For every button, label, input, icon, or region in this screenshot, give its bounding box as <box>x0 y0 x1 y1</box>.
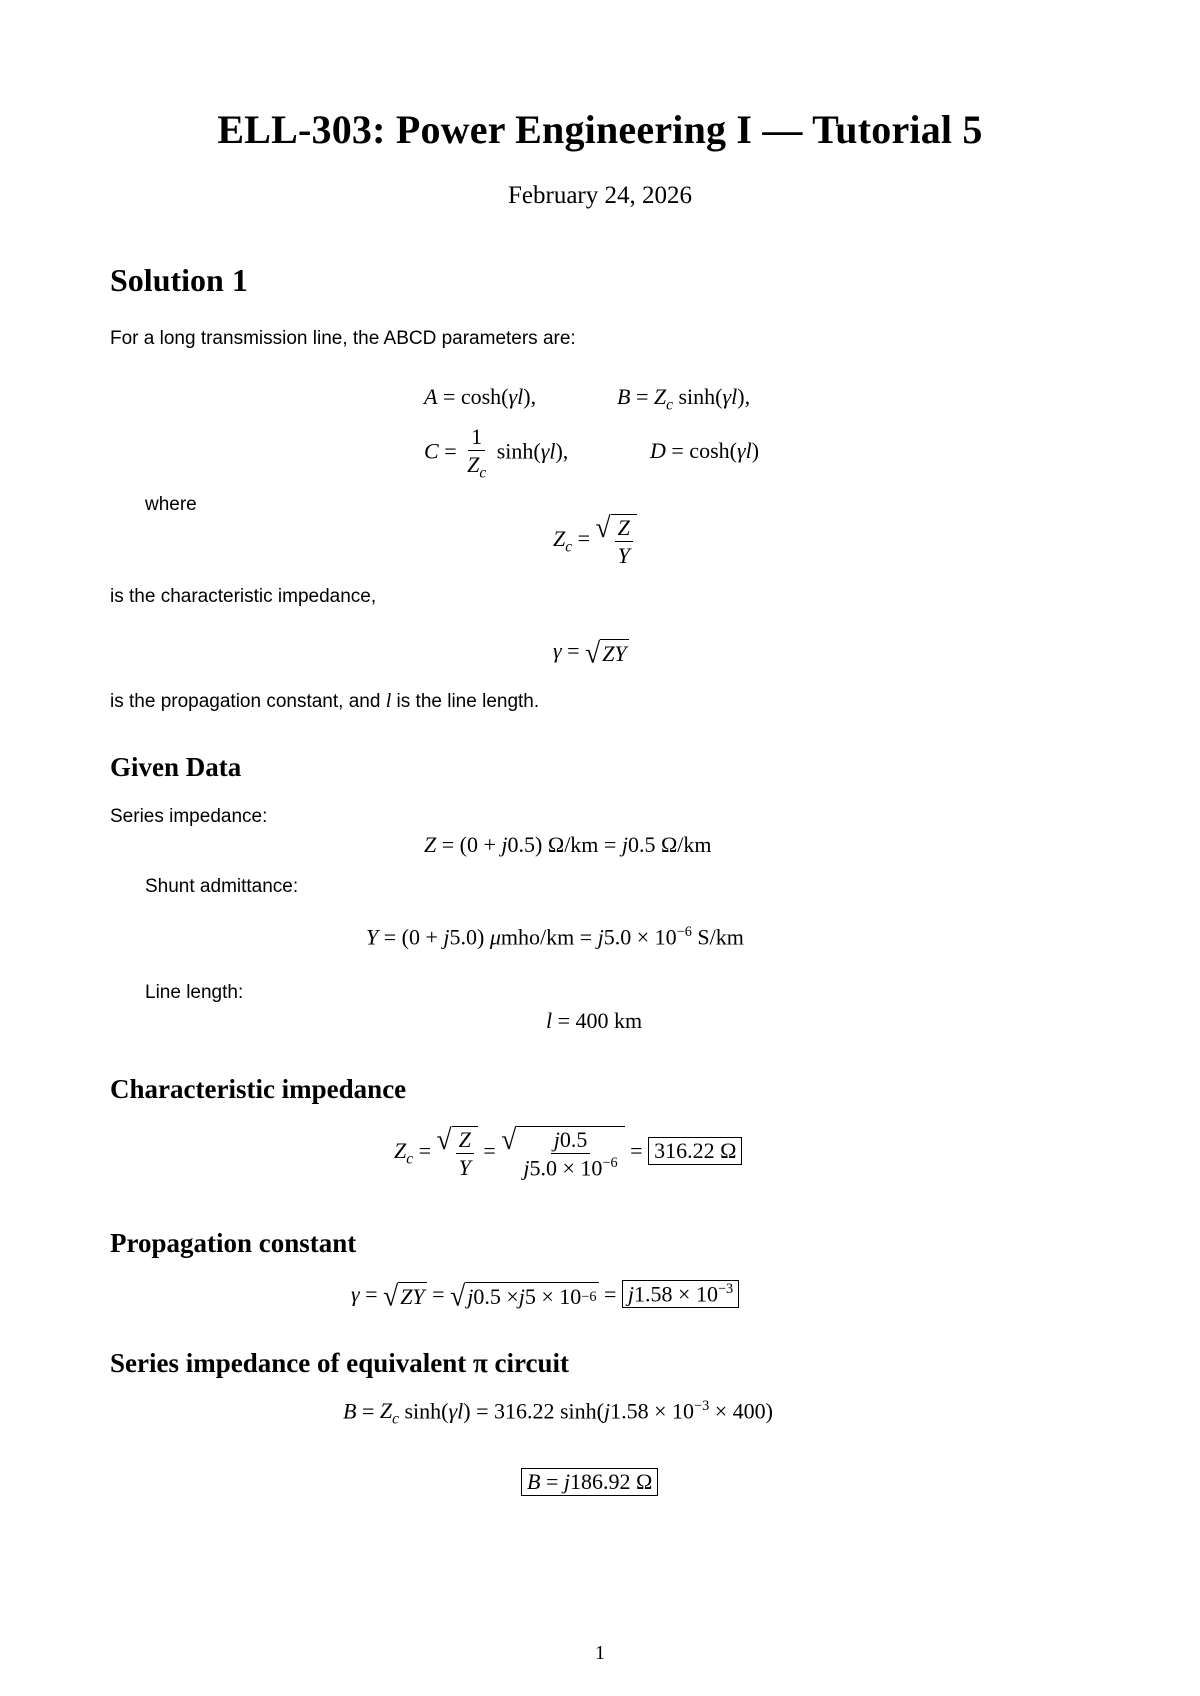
given-data-heading: Given Data <box>110 752 242 782</box>
equation-line-length: l = 400 km <box>546 1008 643 1033</box>
equation-a: A = cosh(γl), <box>424 384 537 409</box>
series-impedance-pi-result: B = j186.92 Ω <box>521 1468 658 1496</box>
equation-gamma-definition: γ = √ ZY <box>553 636 627 669</box>
document-date: February 24, 2026 <box>508 182 692 209</box>
propagation-constant-result: $j1.58 \times 10^{-3}$ <box>622 1280 739 1308</box>
equation-zc-definition: $Z_c$ = √ $\frac{Z}{Y}$ <box>553 514 637 567</box>
zc-description: is the characteristic impedance, <box>110 586 377 607</box>
equation-b: $B = Z_c$ sinh(γl), <box>617 384 751 414</box>
propagation-constant-heading: Propagation constant <box>110 1228 357 1258</box>
where-text: where <box>145 494 197 515</box>
equation-series-impedance: Z = (0 + j0.5) Ω/km = j0.5 Ω/km <box>424 832 712 857</box>
equation-c: C = $\frac{1}{Z_c}$ sinh(γl), <box>424 424 569 482</box>
page-number: 1 <box>595 1642 605 1664</box>
document-title: ELL-303: Power Engineering I — Tutorial 5 <box>217 107 983 152</box>
series-impedance-pi-heading: Series impedance of equivalent π circuit <box>110 1348 569 1378</box>
characteristic-impedance-heading: Characteristic impedance <box>110 1074 407 1104</box>
shunt-admittance-label: Shunt admittance: <box>145 876 299 897</box>
equation-d: D = cosh(γl) <box>650 438 760 463</box>
equation-series-impedance-pi: $B = Z_c$ sinh(γl) = 316.22 $\sinh(j1.58 \times 10^{-3} \times 400)$ <box>343 1398 773 1428</box>
line-length-label: Line length: <box>145 982 244 1003</box>
characteristic-impedance-result: 316.22 Ω <box>648 1137 742 1165</box>
equation-shunt-admittance: Y = (0 + j5.0) $\mu mho/km = j5.0 \times 10^{-6}$ S/km <box>366 924 744 950</box>
solution-heading: Solution 1 <box>110 262 248 298</box>
series-impedance-label: Series impedance: <box>110 806 268 827</box>
intro-text: For a long transmission line, the ABCD parameters are: <box>110 328 576 349</box>
equation-propagation-constant: γ = √ ZY = √ j 0.5 × j 5 × 10 −6 = $j1.58 \times 10^{-3}$ <box>351 1280 739 1310</box>
gamma-description: is the propagation constant, and l is the line length. <box>110 690 540 712</box>
equation-characteristic-impedance: $Z_c$ = √ $\frac{Z}{Y}$ = √ $\frac{j0.5}{j5.0 \times 10^{-6}}$ = 316.22 Ω <box>394 1126 742 1180</box>
